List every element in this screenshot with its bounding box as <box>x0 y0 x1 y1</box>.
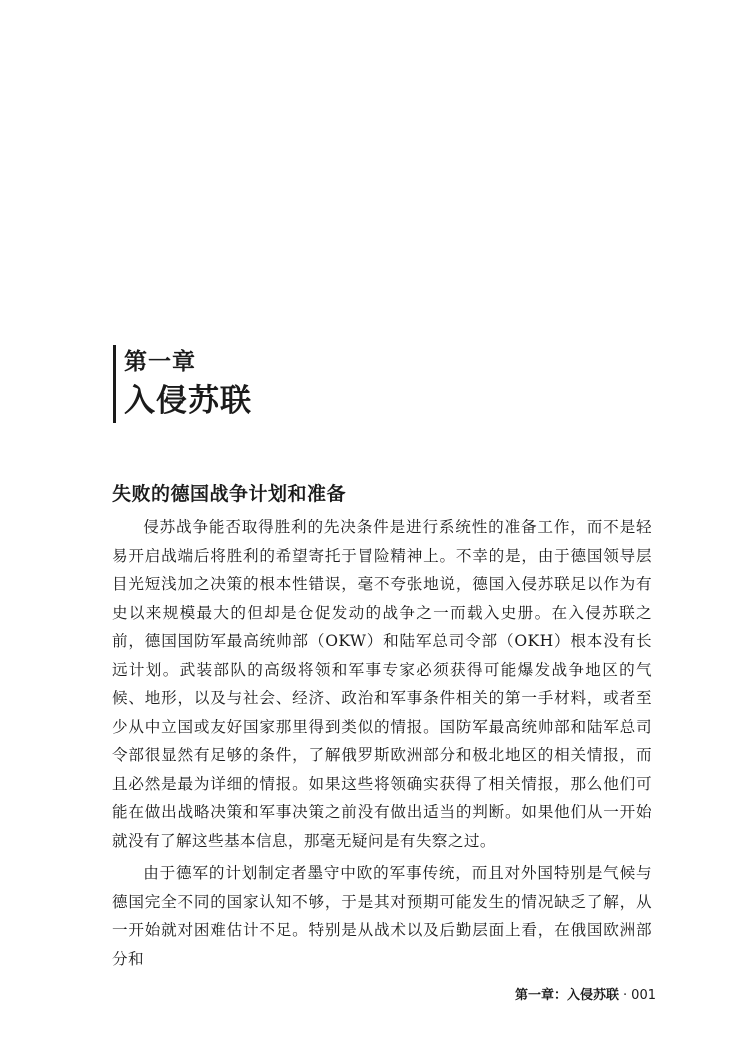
chapter-number: 第一章 <box>124 349 196 375</box>
footer-separator: · <box>623 988 628 1003</box>
footer-running-title: 第一章：入侵苏联 <box>515 988 620 1003</box>
body-text <box>112 513 652 973</box>
running-footer <box>515 987 656 1005</box>
chapter-header <box>113 345 252 423</box>
paragraph: 由于德军的计划制定者墨守中欧的军事传统，而且对外国特别是气候与德国完全不同的国家认知不够，于是其对预期可能发生的情况缺乏了解，从一开始就对困难估计不足。特别是从战术以及后勤层面上看，在俄国欧洲部分和 <box>112 864 652 968</box>
paragraph: 侵苏战争能否取得胜利的先决条件是进行系统性的准备工作，而不是轻易开启战端后将胜利的希望寄托于冒险精神上。不幸的是，由于德国领导层目光短浅加之决策的根本性错误，毫不夸张地说，德国入侵苏联足以作为有史以来规模最大的但却是仓促发动的战争之一而载入史册。在入侵苏联之前，德国国防军最高统帅部（OKW）和陆军总司令部（OKH）根本没有长远计划。武装部队的高级将领和军事专家必须获得可能爆发战争地区的气候、地形，以及与社会、经济、政治和军事条件相关的第一手材料，或者至少从中立国或友好国家那里得到类似的情报。国防军最高统帅部和陆军总司令部很显然有足够的条件，了解俄罗斯欧洲部分和极北地区的相关情报，而且必然是最为详细的情报。如果这些将领确实获得了相关情报，那么他们可能在做出战略决策和军事决策之前没有做出适当的判断。如果他们从一开始就没有了解这些基本信息，那毫无疑问是有失察之过。 <box>112 518 652 850</box>
chapter-title: 入侵苏联 <box>124 383 252 419</box>
page-number: 001 <box>631 988 656 1003</box>
section-title: 失败的德国战争计划和准备 <box>112 483 347 505</box>
